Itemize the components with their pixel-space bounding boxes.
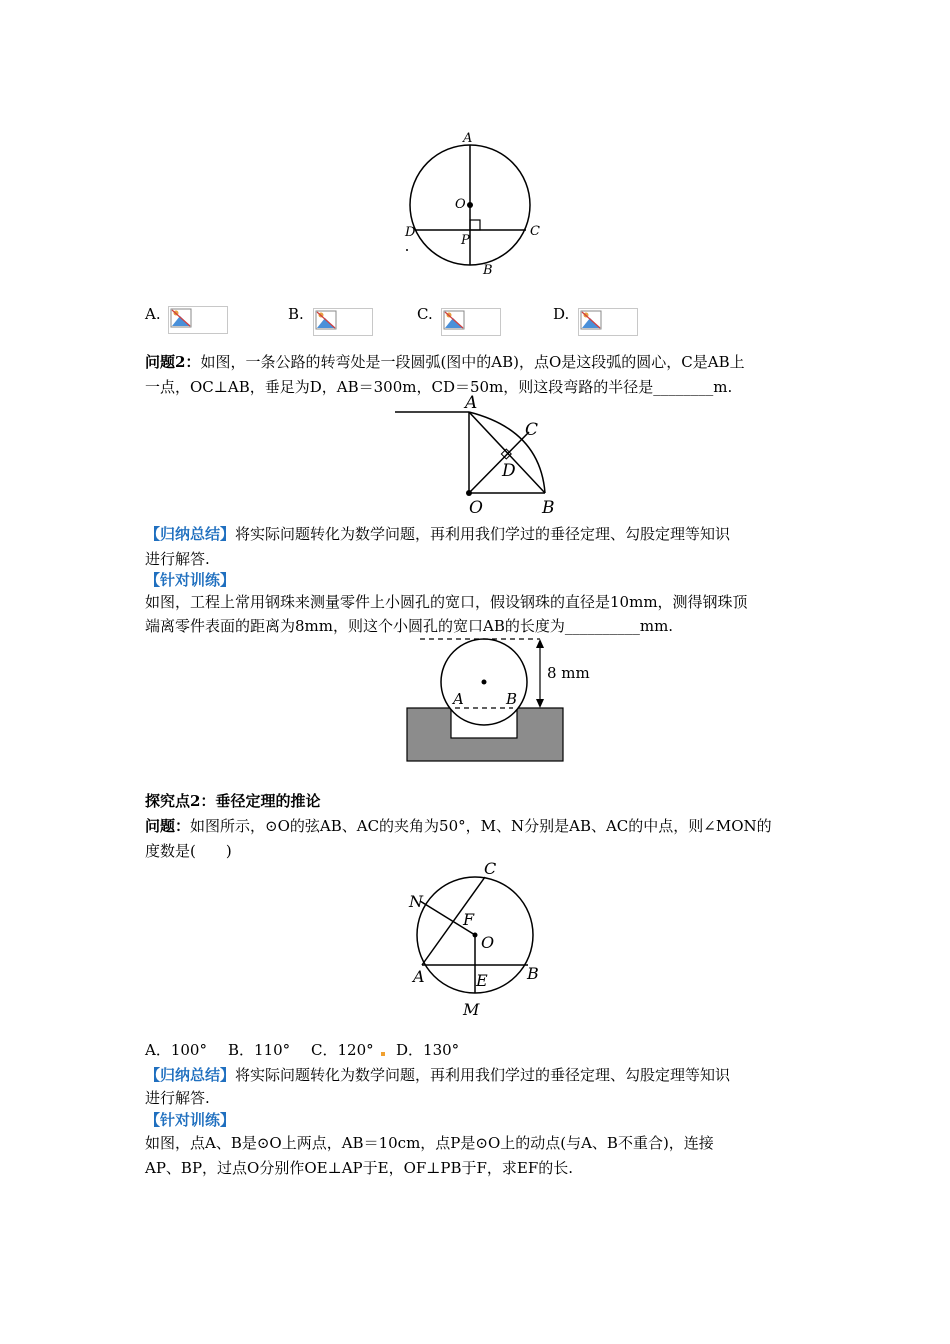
option-b-label: B. (288, 305, 304, 323)
fig1-label-b: B (483, 263, 493, 278)
fig4-label-a: A (413, 967, 425, 986)
fig2-label-o: O (469, 498, 483, 518)
question3-text1: 如图所示，⊙O的弦AB、AC的夹角为50°，M、N分别是AB、AC的中点，则∠MON的 (190, 817, 772, 835)
option-a-label: A. (145, 305, 161, 323)
summary2-tag: 【归纳总结】 (145, 1066, 236, 1084)
fig3-label-b: B (506, 690, 518, 708)
question2-line2: 一点，OC⊥AB，垂足为D，AB＝300m，CD＝50m，则这段弯路的半径是________m. (145, 378, 733, 396)
section2-title: 探究点2：垂径定理的推论 (145, 792, 321, 810)
fig1-label-p: P (461, 233, 470, 248)
fig2-label-b: B (542, 498, 555, 518)
summary2-line1 (145, 1063, 730, 1087)
training2-tag: 【针对训练】 (145, 1111, 236, 1129)
fig3-label-a: A (453, 690, 464, 708)
answer-a: A．100° (145, 1041, 207, 1059)
summary2-text1: 将实际问题转化为数学问题，再利用我们学过的垂径定理、勾股定理等知识 (235, 1066, 731, 1084)
fig4-label-c: C (484, 859, 497, 878)
question3-line1 (145, 814, 772, 838)
answer-d: D．130° (396, 1041, 460, 1059)
figure-steel-ball (400, 632, 590, 768)
training1-line2: 端离零件表面的距离为8mm，则这个小圆孔的宽口AB的长度为__________mm. (145, 617, 674, 635)
broken-image-icon (580, 310, 602, 330)
summary1-line2: 进行解答. (145, 550, 210, 568)
summary1-tag: 【归纳总结】 (145, 525, 236, 543)
fig1-label-d: D (405, 225, 416, 240)
question2-title: 问题2： (145, 353, 201, 371)
fig2-label-a: A (465, 393, 478, 413)
broken-image-icon (170, 308, 192, 328)
training1-line1: 如图，工程上常用钢珠来测量零件上小圆孔的宽口，假设钢珠的直径是10mm，测得钢珠顶 (145, 593, 748, 611)
fig4-label-b: B (527, 964, 539, 983)
option-d-label: D. (553, 305, 570, 323)
training1-tag: 【针对训练】 (145, 571, 236, 589)
answer-b: B．110° (228, 1041, 291, 1059)
question2-line1 (145, 350, 745, 374)
training2-line2: AP、BP，过点O分别作OE⊥AP于E，OF⊥PB于F，求EF的长. (145, 1159, 574, 1177)
orange-dot-mark (381, 1052, 385, 1056)
training2-line1: 如图，点A、B是⊙O上两点，AB＝10cm，点P是⊙O上的动点(与A、B不重合)，连接 (145, 1134, 714, 1152)
fig2-label-d: D (502, 461, 516, 481)
question3-title: 问题： (145, 817, 191, 835)
fig1-label-o: O (455, 197, 466, 212)
question3-line2: 度数是( ) (145, 842, 232, 860)
figure-road-arc (395, 390, 575, 520)
answer-c: C．120° (311, 1041, 374, 1059)
option-a-image[interactable] (168, 306, 228, 334)
option-b-image[interactable] (313, 308, 373, 336)
broken-image-icon (443, 310, 465, 330)
fig4-label-f: F (463, 910, 475, 929)
summary1-line1 (145, 522, 730, 546)
fig2-label-c: C (525, 420, 539, 440)
fig4-label-n: N (409, 892, 423, 911)
broken-image-icon (315, 310, 337, 330)
fig1-label-a: A (463, 131, 473, 146)
fig3-measure-label: 8 mm (547, 664, 590, 682)
fig4-label-m: M (463, 1000, 480, 1019)
option-c-label: C. (417, 305, 433, 323)
fig4-label-e: E (476, 971, 488, 990)
figure-circle-diameter (395, 128, 555, 278)
option-d-image[interactable] (578, 308, 638, 336)
option-c-image[interactable] (441, 308, 501, 336)
summary1-text1: 将实际问题转化为数学问题，再利用我们学过的垂径定理、勾股定理等知识 (235, 525, 731, 543)
fig1-label-c: C (530, 224, 540, 239)
summary2-line2: 进行解答. (145, 1089, 210, 1107)
figure-circle-chords (405, 855, 555, 1023)
question2-text1: 如图，一条公路的转弯处是一段圆弧(图中的AB)，点O是这段弧的圆心，C是AB上 (200, 353, 745, 371)
fig4-label-o: O (481, 933, 495, 952)
